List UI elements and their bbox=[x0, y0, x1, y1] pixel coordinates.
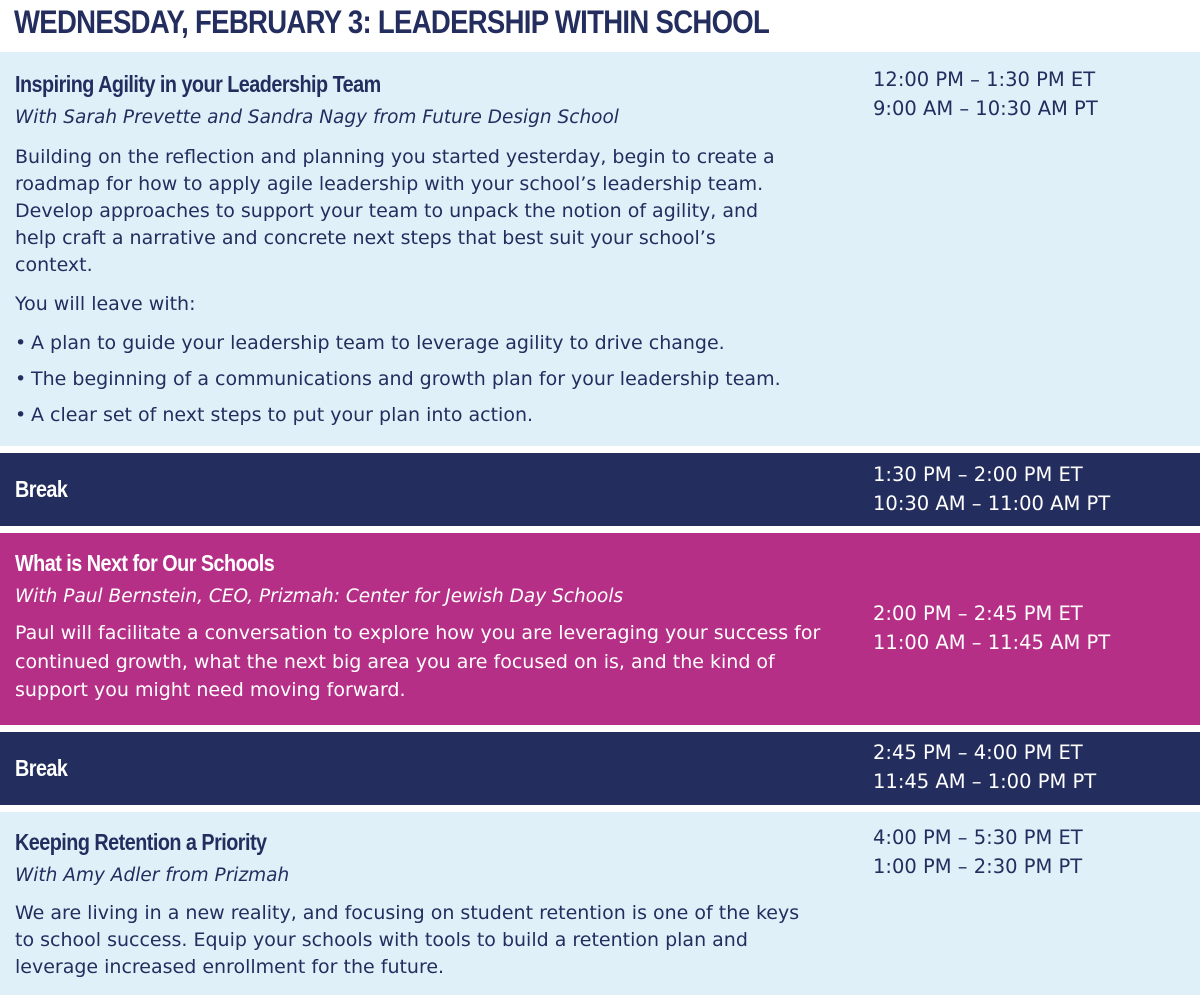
time-et: 4:00 PM – 5:30 PM ET bbox=[873, 826, 1083, 849]
takeaways-list bbox=[15, 330, 835, 429]
break-label: Break bbox=[15, 475, 68, 502]
list-item bbox=[15, 366, 835, 393]
session-times bbox=[873, 461, 1110, 518]
time-pt: 11:45 AM – 1:00 PM PT bbox=[873, 769, 1097, 793]
session-whats-next bbox=[0, 533, 1200, 725]
bullet-icon: • bbox=[15, 332, 27, 354]
session-times bbox=[873, 600, 1110, 657]
time-pt: 1:00 PM – 2:30 PM PT bbox=[873, 854, 1083, 878]
session-presenters: With Sarah Prevette and Sandra Nagy from Future Design School bbox=[15, 107, 619, 128]
session-title: Inspiring Agility in your Leadership Team bbox=[15, 71, 381, 97]
time-et: 12:00 PM – 1:30 PM ET bbox=[873, 68, 1096, 91]
session-times bbox=[873, 824, 1083, 881]
session-description: We are living in a new reality, and focusing on student retention is one of the keys to school success. Equip your schools with tools to build a retention plan and leverage increased enrollment for the future. bbox=[15, 902, 800, 978]
list-item-text: A clear set of next steps to put your plan into action. bbox=[31, 404, 534, 426]
break-row bbox=[0, 732, 1200, 805]
time-pt: 10:30 AM – 11:00 AM PT bbox=[873, 491, 1111, 515]
time-pt: 9:00 AM – 10:30 AM PT bbox=[873, 96, 1098, 120]
session-times bbox=[873, 739, 1096, 796]
list-item bbox=[15, 330, 835, 357]
session-lead-in: You will leave with: bbox=[15, 293, 196, 315]
list-item-text: The beginning of a communications and growth plan for your leadership team. bbox=[31, 368, 781, 390]
time-et: 2:00 PM – 2:45 PM ET bbox=[873, 602, 1083, 625]
bullet-icon: • bbox=[15, 404, 27, 426]
break-row bbox=[0, 453, 1200, 526]
list-item-text: A plan to guide your leadership team to leverage agility to drive change. bbox=[31, 332, 725, 354]
list-item bbox=[15, 402, 835, 429]
time-et: 1:30 PM – 2:00 PM ET bbox=[873, 463, 1083, 486]
page-title: WEDNESDAY, FEBRUARY 3: LEADERSHIP WITHIN SCHOOL bbox=[14, 4, 770, 40]
session-description: Building on the reflection and planning you started yesterday, begin to create a roadmap for how to apply agile leadership with your school’s leadership team. Develop approaches to support your team to unpack the notion of agility, and help craft a narrative and concrete next steps that best suit your school’s context. bbox=[15, 146, 775, 276]
time-pt: 11:00 AM – 11:45 AM PT bbox=[873, 630, 1111, 654]
session-title: What is Next for Our Schools bbox=[15, 550, 275, 576]
break-label: Break bbox=[15, 754, 68, 781]
session-presenters: With Paul Bernstein, CEO, Prizmah: Center for Jewish Day Schools bbox=[15, 586, 624, 607]
session-title: Keeping Retention a Priority bbox=[15, 829, 267, 855]
session-inspiring-agility bbox=[0, 52, 1200, 446]
bullet-icon: • bbox=[15, 368, 27, 390]
session-times bbox=[873, 66, 1098, 123]
session-retention bbox=[0, 812, 1200, 995]
session-presenters: With Amy Adler from Prizmah bbox=[15, 865, 290, 886]
time-et: 2:45 PM – 4:00 PM ET bbox=[873, 741, 1083, 764]
session-description: Paul will facilitate a conversation to explore how you are leveraging your success for continued growth, what the next big area you are focused on is, and the kind of support you might need moving forward. bbox=[15, 622, 821, 701]
